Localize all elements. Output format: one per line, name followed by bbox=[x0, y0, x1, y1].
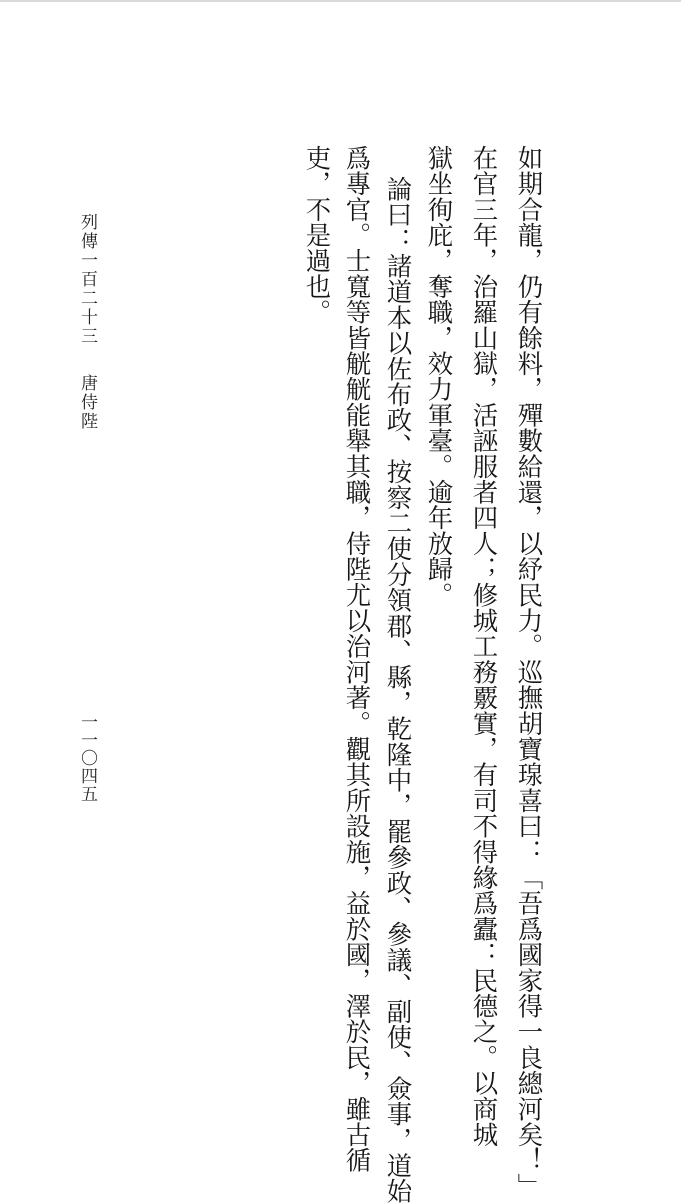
text-column-3: 獄坐徇庇，奪職，效力軍臺。逾年放歸。 bbox=[424, 145, 455, 608]
text-column-2: 在官三年，治羅山獄，活誣服者四人；修城工務覈實，有司不得緣爲蠹：民德之。以商城 bbox=[469, 145, 500, 1148]
running-title-section: 列傳一百二十三 bbox=[77, 213, 97, 346]
text-column-6: 吏，不是過也。 bbox=[302, 145, 333, 325]
running-title-subject: 唐侍陛 bbox=[77, 374, 97, 431]
running-title bbox=[78, 213, 95, 431]
text-column-4: 論曰：諸道本以佐布政、按察二使分領郡、縣，乾隆中，罷參政、參議、副使、僉事，道始 bbox=[383, 176, 414, 1204]
text-column-1: 如期合龍，仍有餘料，殫數給還，以紓民力。巡撫胡寶瑔喜曰：「吾爲國家得一良總河矣！」 bbox=[514, 145, 545, 1199]
page-top-edge bbox=[0, 0, 681, 2]
text-column-5: 爲專官。士寬等皆觥觥能舉其職，侍陛尤以治河著。觀其所設施，益於國，澤於民，雖古循 bbox=[342, 145, 373, 1173]
page-number: 一一〇四五 bbox=[77, 713, 97, 803]
